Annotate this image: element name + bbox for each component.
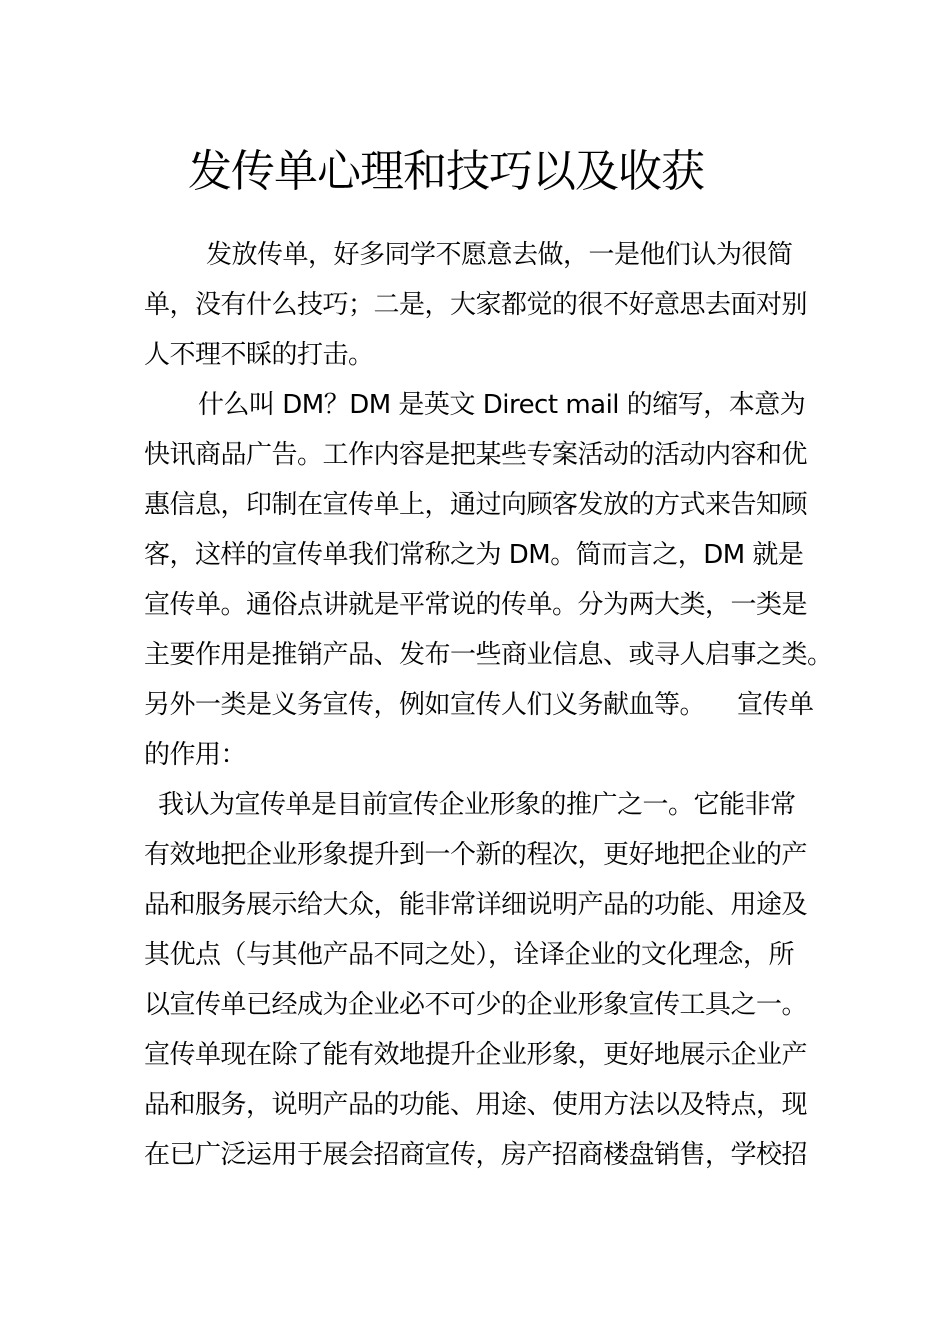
paragraph-3-line-5: 以宣传单已经成为企业必不可少的企业形象宣传工具之一。 bbox=[144, 990, 808, 1020]
paragraph-2-line-7-text: 另外一类是义务宣传，例如宣传人们义务献血等。 bbox=[144, 690, 706, 720]
paragraph-3-line-3: 品和服务展示给大众，能非常详细说明产品的功能、用途及 bbox=[144, 890, 808, 920]
paragraph-1-line-3: 人不理不睬的打击。 bbox=[144, 340, 374, 370]
paragraph-1-line-1: 发放传单，好多同学不愿意去做，一是他们认为很简 bbox=[206, 240, 793, 270]
paragraph-3-line-7: 品和服务，说明产品的功能、用途、使用方法以及特点，现 bbox=[144, 1090, 808, 1120]
paragraph-2-line-1: 什么叫 DM？DM 是英文 Direct mail 的缩写，本意为 bbox=[198, 390, 806, 420]
paragraph-3-line-8: 在已广泛运用于展会招商宣传，房产招商楼盘销售，学校招 bbox=[144, 1140, 808, 1170]
section-heading-start: 宣传单 bbox=[737, 690, 814, 720]
paragraph-3-line-4: 其优点（与其他产品不同之处），诠译企业的文化理念，所 bbox=[144, 940, 795, 970]
paragraph-1-line-2: 单，没有什么技巧；二是，大家都觉的很不好意思去面对别 bbox=[144, 290, 808, 320]
section-heading-end: 的作用： bbox=[144, 740, 247, 770]
paragraph-2-line-3: 惠信息，印制在宣传单上，通过向顾客发放的方式来告知顾 bbox=[144, 490, 808, 520]
paragraph-2-line-7 bbox=[144, 680, 812, 730]
document-body bbox=[144, 230, 833, 1180]
paragraph-3-line-1: 我认为宣传单是目前宣传企业形象的推广之一。它能非常 bbox=[158, 790, 796, 820]
paragraph-3-line-2: 有效地把企业形象提升到一个新的程次，更好地把企业的产 bbox=[144, 840, 808, 870]
paragraph-2-line-4: 客，这样的宣传单我们常称之为 DM。简而言之，DM 就是 bbox=[144, 540, 804, 570]
paragraph-2-line-6: 主要作用是推销产品、发布一些商业信息、或寻人启事之类。 bbox=[144, 640, 833, 670]
paragraph-2-line-2: 快讯商品广告。工作内容是把某些专案活动的活动内容和优 bbox=[144, 440, 808, 470]
paragraph-2-line-5: 宣传单。通俗点讲就是平常说的传单。分为两大类，一类是 bbox=[144, 590, 808, 620]
paragraph-3-line-6: 宣传单现在除了能有效地提升企业形象，更好地展示企业产 bbox=[144, 1040, 808, 1070]
document-title: 发传单心理和技巧以及收获 bbox=[188, 146, 704, 197]
